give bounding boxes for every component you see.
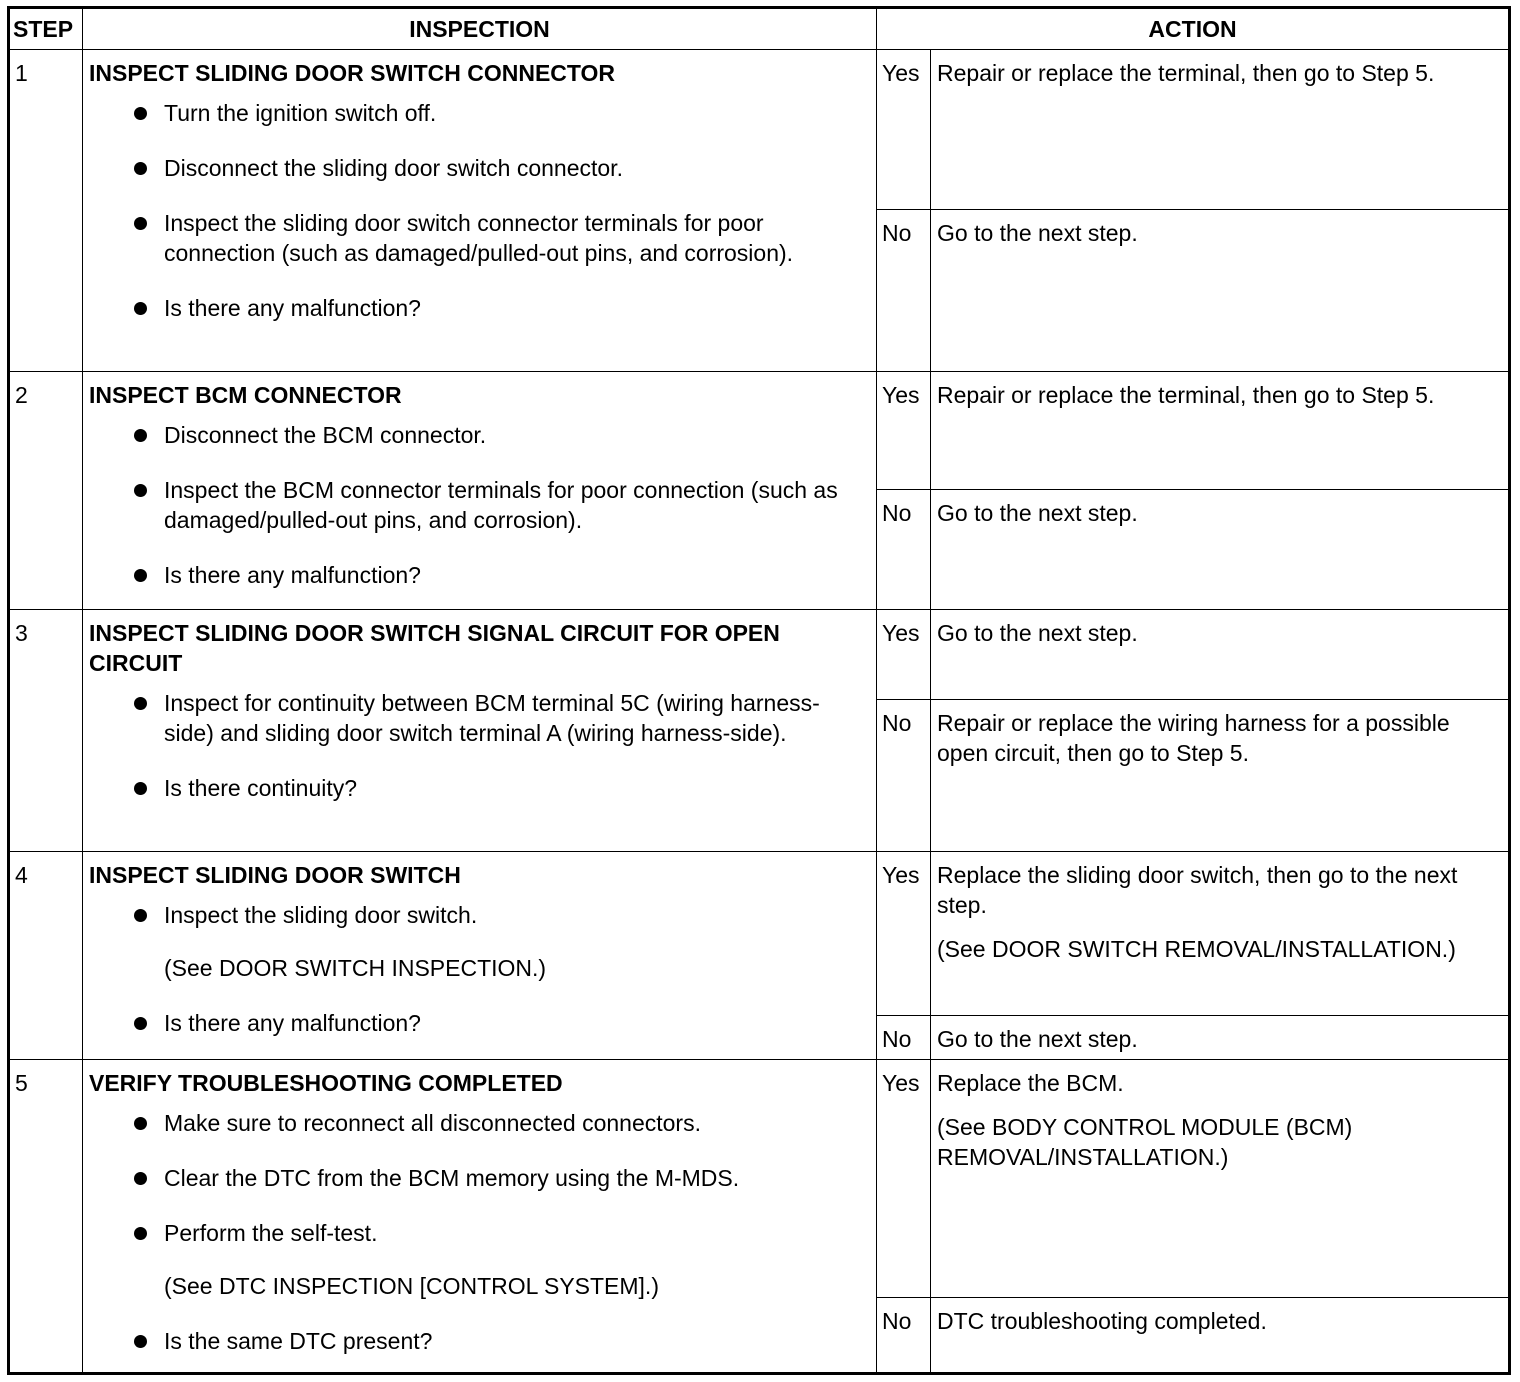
inspection-item: Inspect for continuity between BCM terminal 5C (wiring harness-side) and sliding door switch terminal A (wiring harness-side). — [89, 688, 868, 748]
step-4-yes-row — [9, 852, 1510, 1016]
yes-action-cell — [931, 1060, 1510, 1298]
step-number: 3 — [9, 610, 83, 852]
no-label: No — [877, 1298, 931, 1374]
yes-action: Repair or replace the terminal, then go to Step 5. — [931, 372, 1510, 490]
yes-action: Replace the BCM. — [937, 1070, 1124, 1096]
step-inspection — [83, 610, 877, 852]
step-title: INSPECT SLIDING DOOR SWITCH SIGNAL CIRCUIT FOR OPEN CIRCUIT — [89, 620, 780, 676]
step-inspection — [83, 372, 877, 610]
header-step: STEP — [9, 8, 83, 50]
no-action: Go to the next step. — [931, 210, 1510, 372]
yes-note: (See DOOR SWITCH REMOVAL/INSTALLATION.) — [937, 936, 1456, 962]
no-label: No — [877, 1016, 931, 1060]
inspection-item: Turn the ignition switch off. — [89, 98, 868, 128]
step-number: 1 — [9, 50, 83, 372]
yes-label: Yes — [877, 372, 931, 490]
header-action: ACTION — [877, 8, 1510, 50]
step-1-yes-row — [9, 50, 1510, 210]
inspection-item: Inspect the sliding door switch. — [89, 900, 868, 930]
yes-action: Repair or replace the terminal, then go to Step 5. — [931, 50, 1510, 210]
yes-label: Yes — [877, 50, 931, 210]
step-title: INSPECT SLIDING DOOR SWITCH — [89, 862, 461, 888]
step-title: VERIFY TROUBLESHOOTING COMPLETED — [89, 1070, 563, 1096]
inspection-item: Disconnect the sliding door switch connector. — [89, 153, 868, 183]
header-row — [9, 8, 1510, 50]
step-inspection — [83, 50, 877, 372]
yes-label: Yes — [877, 852, 931, 1016]
step-3-yes-row — [9, 610, 1510, 700]
no-action: Go to the next step. — [931, 1016, 1510, 1060]
no-action: Repair or replace the wiring harness for a possible open circuit, then go to Step 5. — [931, 700, 1510, 852]
step-2-yes-row — [9, 372, 1510, 490]
inspection-note: (See DOOR SWITCH INSPECTION.) — [164, 955, 547, 981]
no-action: DTC troubleshooting completed. — [931, 1298, 1510, 1374]
inspection-item: Is there continuity? — [89, 773, 868, 803]
header-inspection: INSPECTION — [83, 8, 877, 50]
step-number: 4 — [9, 852, 83, 1060]
inspection-item: Disconnect the BCM connector. — [89, 420, 868, 450]
step-inspection — [83, 852, 877, 1060]
inspection-item: Is the same DTC present? — [89, 1326, 868, 1356]
step-number: 2 — [9, 372, 83, 610]
inspection-item: Perform the self-test. — [89, 1218, 868, 1248]
inspection-item: Inspect the sliding door switch connector terminals for poor connection (such as damaged/pulled-out pins, and corrosion). — [89, 208, 868, 268]
no-label: No — [877, 700, 931, 852]
yes-action: Go to the next step. — [931, 610, 1510, 700]
yes-action-cell — [931, 852, 1510, 1016]
inspection-item: Is there any malfunction? — [89, 293, 868, 323]
step-number: 5 — [9, 1060, 83, 1374]
step-title: INSPECT BCM CONNECTOR — [89, 382, 402, 408]
no-action: Go to the next step. — [931, 490, 1510, 610]
inspection-item: Make sure to reconnect all disconnected connectors. — [89, 1108, 868, 1138]
yes-note: (See BODY CONTROL MODULE (BCM) REMOVAL/INSTALLATION.) — [937, 1114, 1353, 1170]
inspection-item: Is there any malfunction? — [89, 560, 868, 590]
step-inspection — [83, 1060, 877, 1374]
no-label: No — [877, 490, 931, 610]
step-title: INSPECT SLIDING DOOR SWITCH CONNECTOR — [89, 60, 616, 86]
step-5-yes-row — [9, 1060, 1510, 1298]
yes-label: Yes — [877, 1060, 931, 1298]
troubleshooting-table — [7, 6, 1511, 1375]
inspection-note: (See DTC INSPECTION [CONTROL SYSTEM].) — [164, 1273, 659, 1299]
yes-label: Yes — [877, 610, 931, 700]
yes-action: Replace the sliding door switch, then go to the next step. — [937, 862, 1458, 918]
no-label: No — [877, 210, 931, 372]
inspection-item: Is there any malfunction? — [89, 1008, 868, 1038]
inspection-item: Inspect the BCM connector terminals for poor connection (such as damaged/pulled-out pins, and corrosion). — [89, 475, 868, 535]
inspection-item: Clear the DTC from the BCM memory using the M-MDS. — [89, 1163, 868, 1193]
